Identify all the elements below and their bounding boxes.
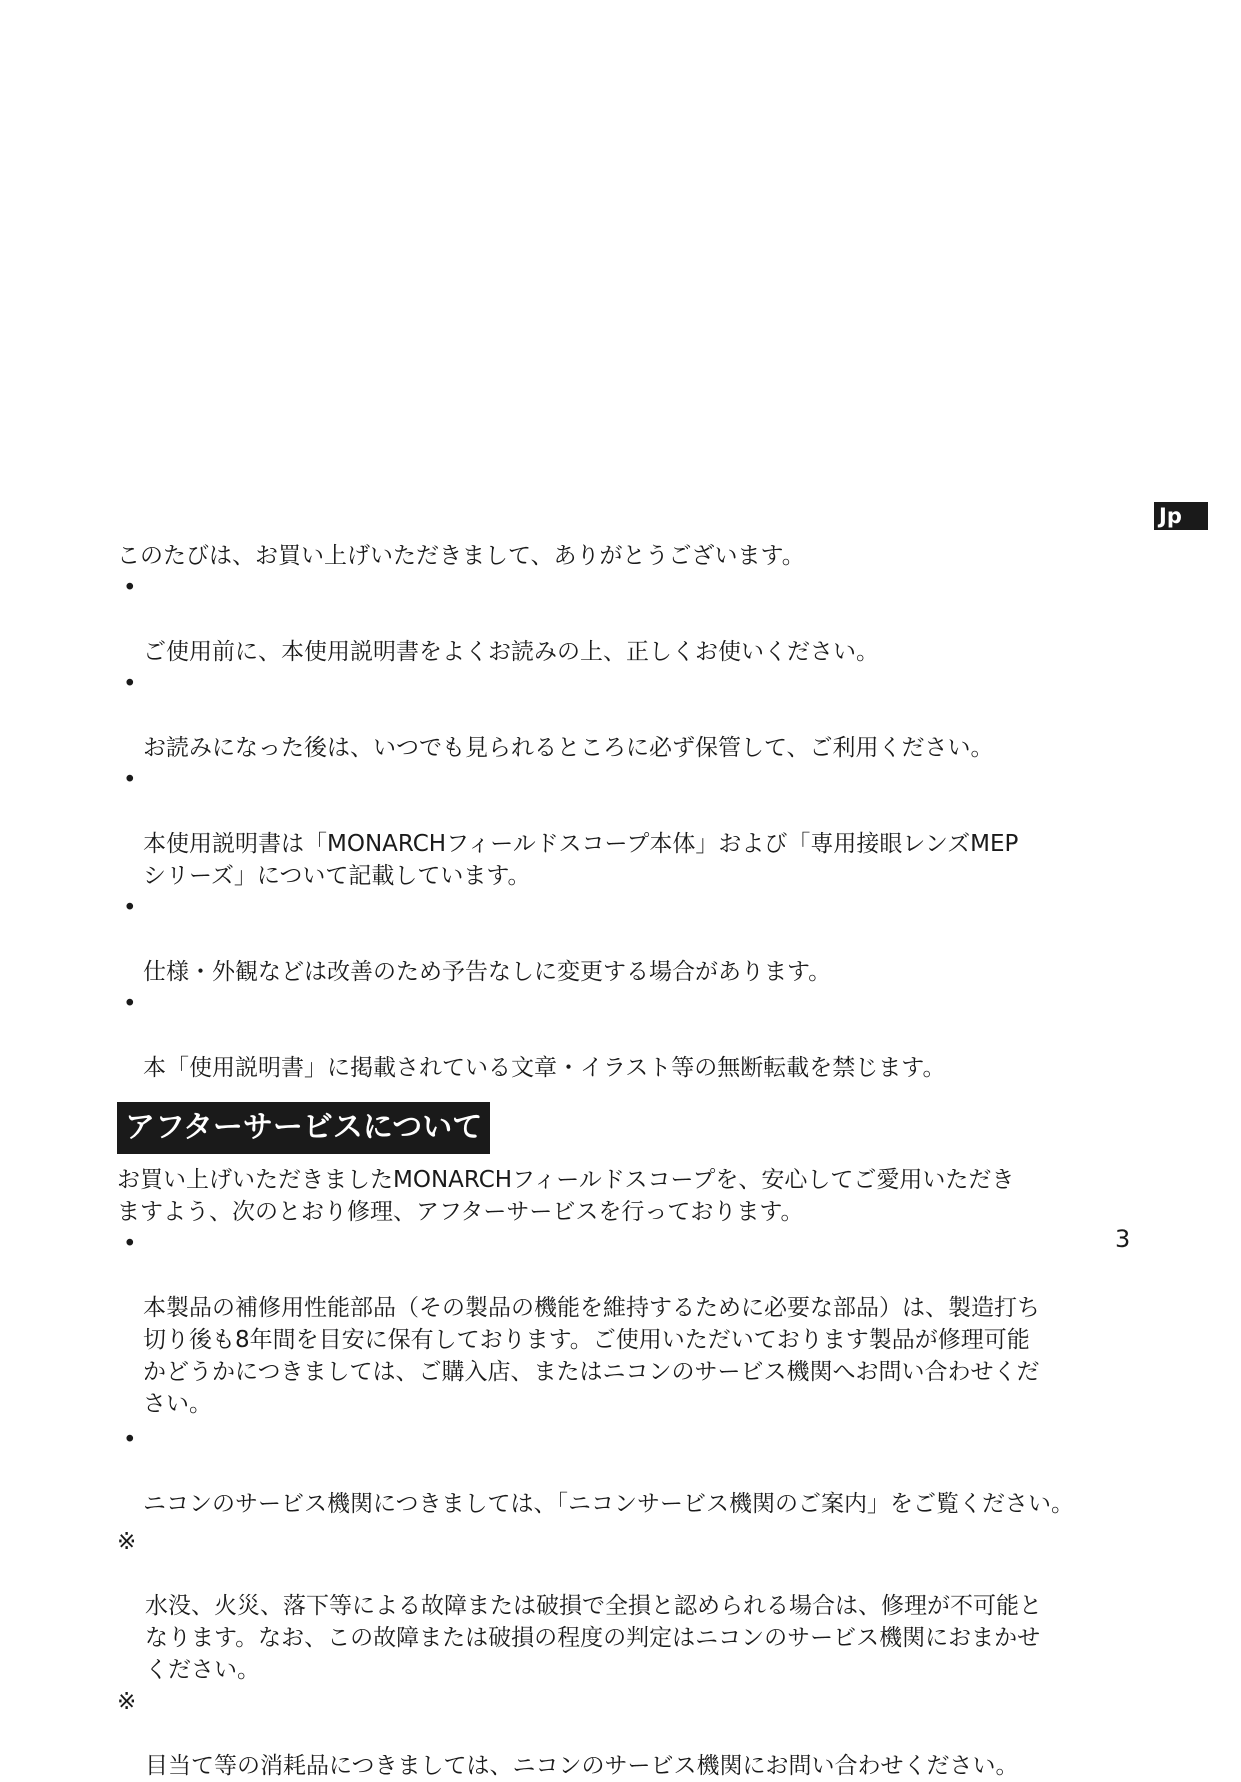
greeting-text: このたびは、お買い上げいただきまして、ありがとうございます。 bbox=[117, 543, 805, 569]
bullet-mark: • bbox=[123, 1231, 137, 1257]
notes-list bbox=[117, 1526, 1157, 1782]
intro-bullet-text: 本「使用説明書」に掲載されている文章・イラスト等の無断転載を禁じます。 bbox=[143, 1055, 946, 1081]
intro-bullet-item bbox=[117, 988, 1157, 1084]
page-content bbox=[117, 540, 1157, 1782]
bullet-mark: • bbox=[123, 991, 137, 1017]
after-service-paragraph: お買い上げいただきましたMONARCHフィールドスコープを、安心してご愛用いただき ますよう、次のとおり修理、アフターサービスを行っております。 bbox=[117, 1167, 1015, 1225]
intro-bullet-item bbox=[117, 668, 1157, 764]
after-service-bullet-item bbox=[117, 1228, 1157, 1420]
section-spacer bbox=[117, 1084, 1157, 1102]
note-item bbox=[117, 1686, 1157, 1782]
intro-bullet-text: ご使用前に、本使用説明書をよくお読みの上、正しくお使いください。 bbox=[143, 639, 879, 665]
bullet-mark: • bbox=[123, 767, 137, 793]
note-text: 水没、火災、落下等による故障または破損で全損と認められる場合は、修理が不可能と なります。なお、この故障または破損の程度の判定はニコンのサービス機関におまかせ ください。 bbox=[145, 1593, 1042, 1683]
intro-bullet-item bbox=[117, 764, 1157, 892]
after-service-bullet-item bbox=[117, 1424, 1157, 1520]
page-number: 3 bbox=[1115, 1225, 1131, 1253]
section-heading: アフターサービスについて bbox=[117, 1102, 490, 1154]
language-tab: Jp bbox=[1154, 502, 1208, 530]
intro-bullet-item bbox=[117, 572, 1157, 668]
bullet-mark: • bbox=[123, 895, 137, 921]
after-service-bullet-list bbox=[117, 1228, 1157, 1520]
bullet-mark: • bbox=[123, 575, 137, 601]
bullet-mark: • bbox=[123, 671, 137, 697]
intro-bullet-item bbox=[117, 892, 1157, 988]
note-text: 目当て等の消耗品につきましては、ニコンのサービス機関にお問い合わせください。 bbox=[145, 1753, 1019, 1779]
after-service-bullet-text: 本製品の補修用性能部品（その製品の機能を維持するために必要な部品）は、製造打ち 切り後も8年間を目安に保有しております。ご使用いただいております製品が修理可能 かどうかにつきましては、ご購入店、またはニコンのサービス機関へお問い合わせくだ さい。 bbox=[143, 1295, 1040, 1417]
bullet-mark: • bbox=[123, 1427, 137, 1453]
intro-bullet-text: 本使用説明書は「MONARCHフィールドスコープ本体」および「専用接眼レンズMEP シリーズ」について記載しています。 bbox=[143, 831, 1019, 889]
after-service-bullet-text: ニコンのサービス機関につきましては、「ニコンサービス機関のご案内」をご覧ください。 bbox=[143, 1491, 1075, 1517]
note-item bbox=[117, 1526, 1157, 1686]
note-mark: ※ bbox=[117, 1689, 137, 1715]
intro-bullet-text: お読みになった後は、いつでも見られるところに必ず保管して、ご利用ください。 bbox=[143, 735, 994, 761]
intro-bullet-text: 仕様・外観などは改善のため予告なしに変更する場合があります。 bbox=[143, 959, 832, 985]
note-mark: ※ bbox=[117, 1529, 137, 1555]
intro-bullet-list bbox=[117, 572, 1157, 1084]
